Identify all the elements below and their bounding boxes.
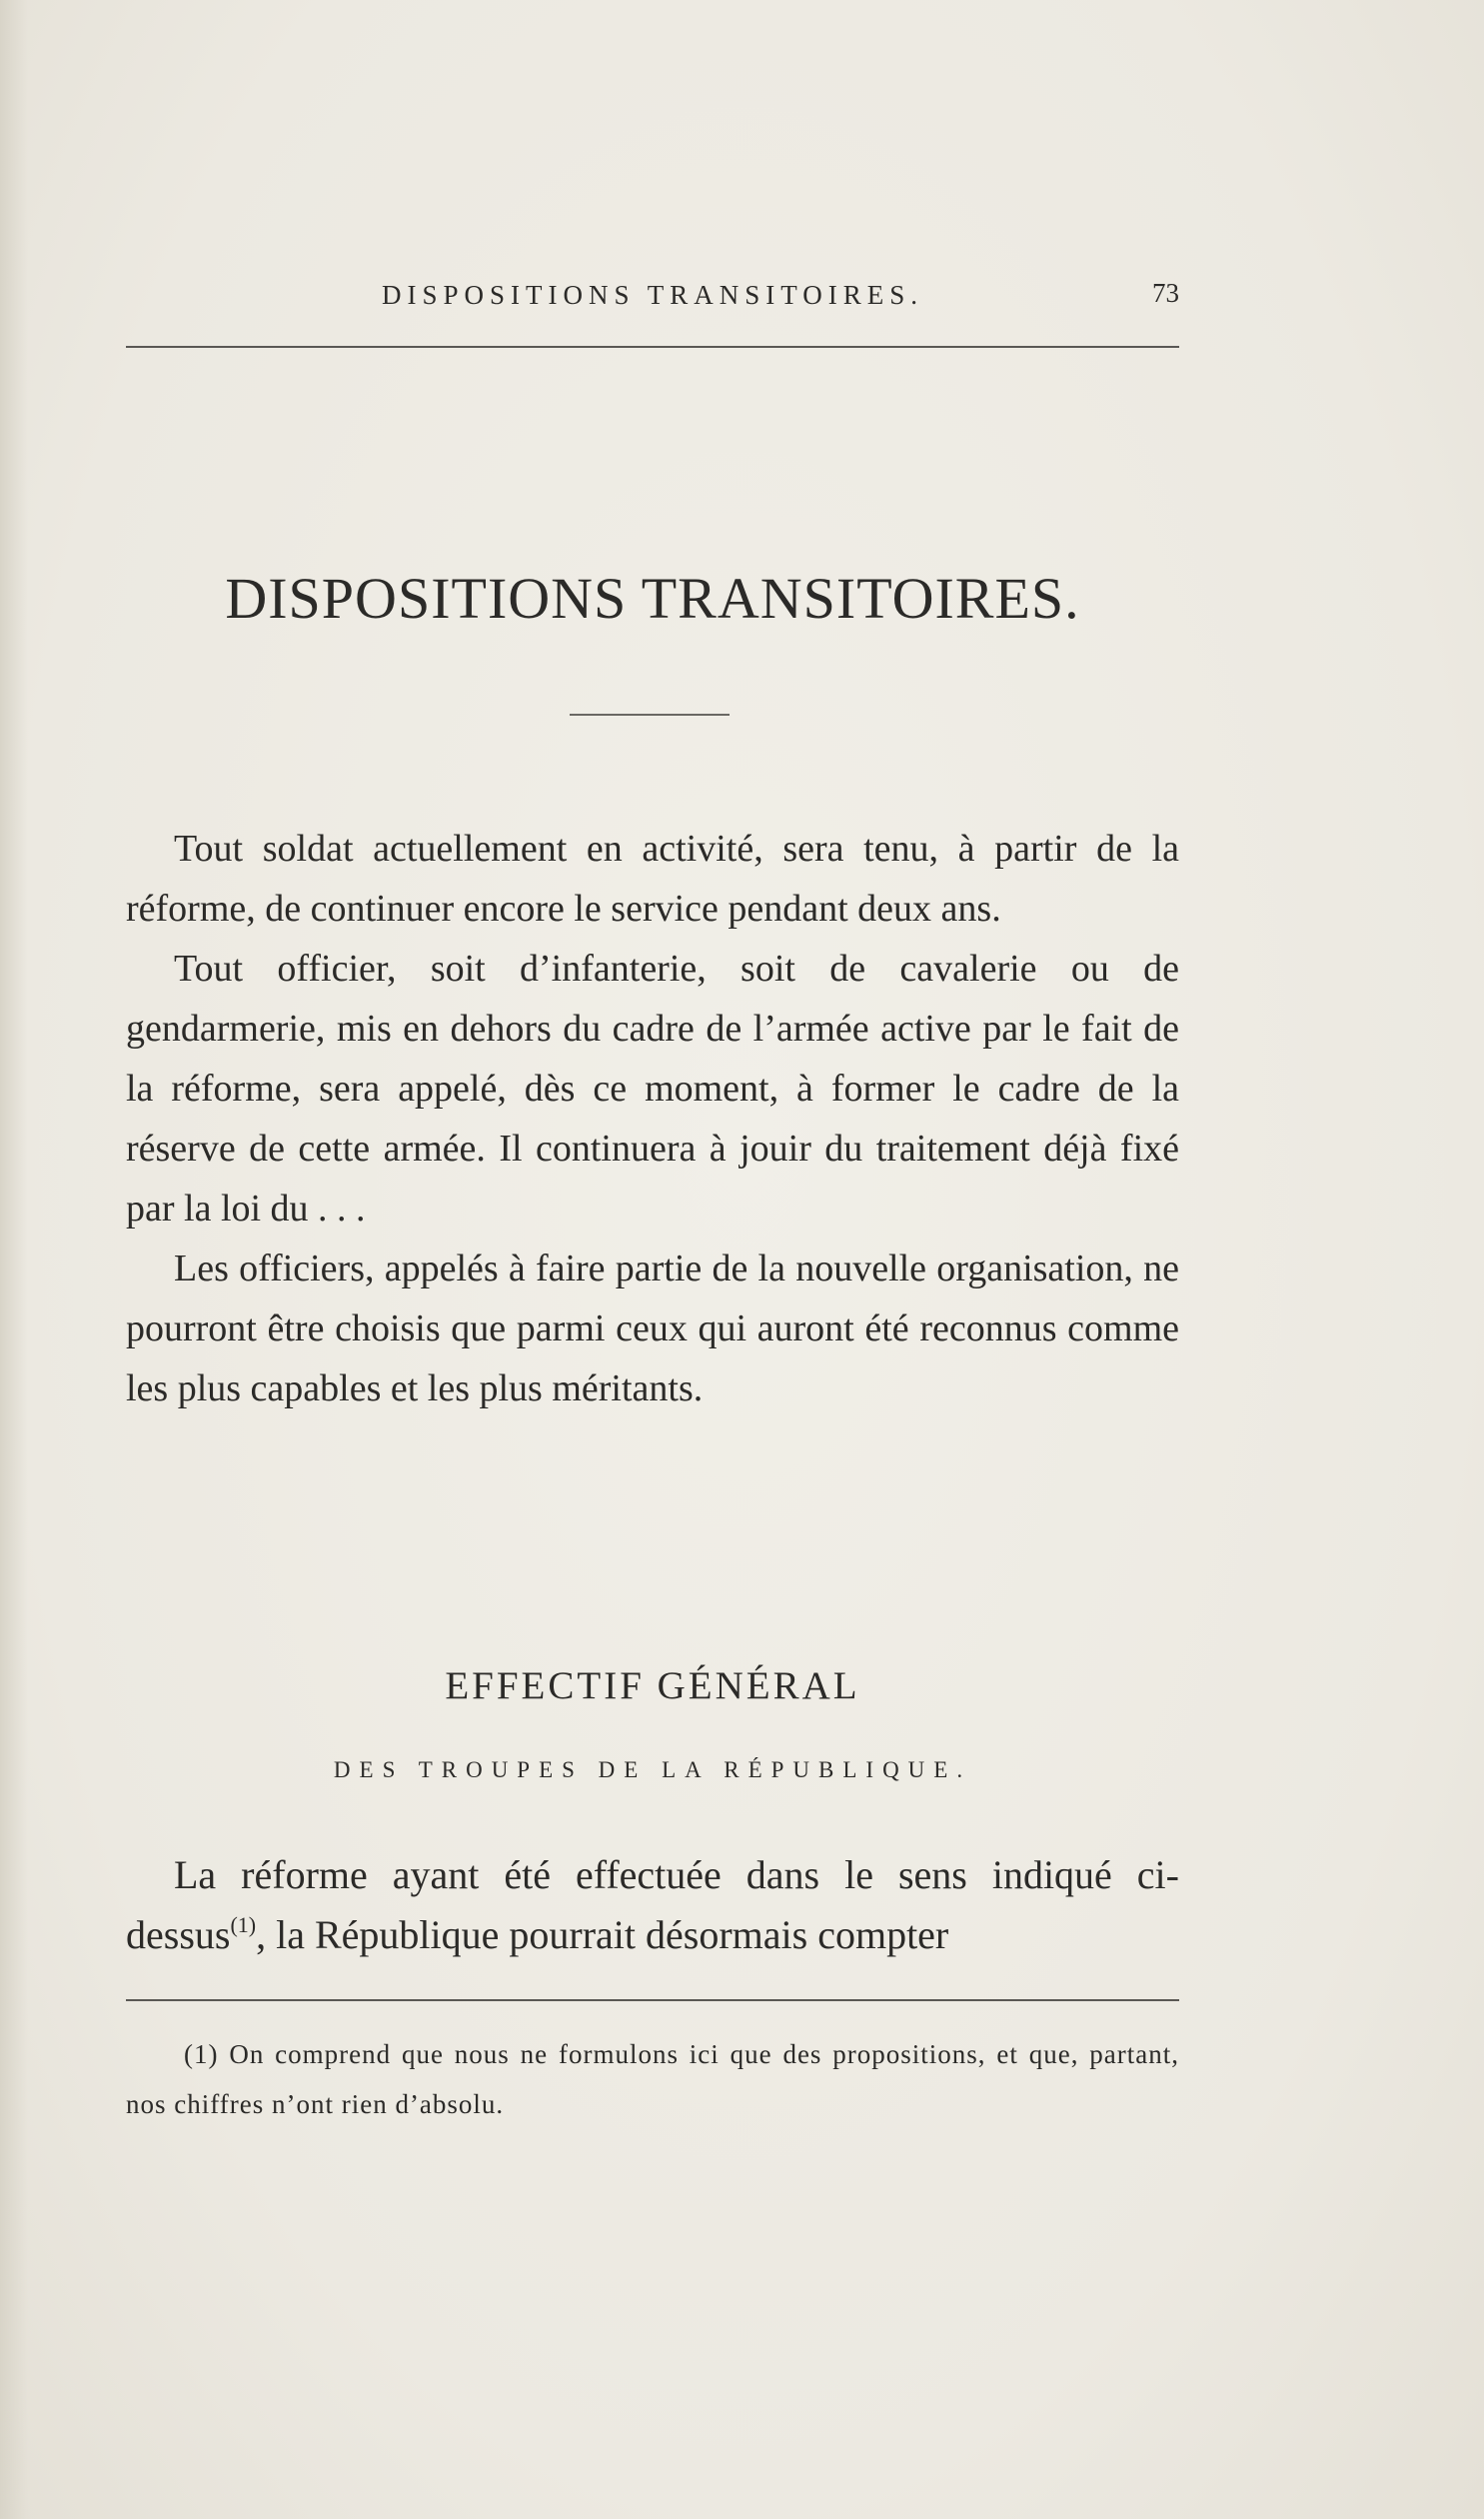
- page-gutter-shadow: [0, 0, 28, 2519]
- running-title: DISPOSITIONS TRANSITOIRES.: [381, 280, 924, 310]
- footnote-reference: (1): [230, 1912, 257, 1937]
- paragraph-text: La réforme ayant été effectuée dans le sens indiqué ci-dessus: [126, 1852, 1179, 1957]
- footnote: [126, 2029, 1179, 2129]
- footnote-rule: [126, 1999, 1179, 2001]
- paragraph: Tout officier, soit d’infanterie, soit de cavalerie ou de gendarmerie, mis en dehors du cadre de l’armée active par le fait de la réforme, sera appelé, dès ce moment, à former le cadre de la réserve de cette armée. Il continuera à jouir du traitement déjà fixé par la loi du . . .: [126, 948, 1179, 1230]
- page-number: 73: [1152, 278, 1179, 308]
- section-subtitle: DES TROUPES DE LA RÉPUBLIQUE.: [333, 1757, 972, 1782]
- title-divider: [570, 714, 730, 716]
- body-text: [126, 819, 1179, 1418]
- running-head: [126, 276, 1179, 316]
- section-title: EFFECTIF GÉNÉRAL: [445, 1664, 860, 1707]
- paragraph-text: , la République pourrait désormais compter: [256, 1912, 949, 1957]
- paragraph: [126, 1845, 1179, 1965]
- footnote-text: (1) On comprend que nous ne formulons ici que des propositions, et que, partant, nos chiffres n’ont rien d’absolu.: [126, 2039, 1179, 2119]
- paragraph: Tout soldat actuellement en activité, sera tenu, à partir de la réforme, de continuer encore le service pendant deux ans.: [126, 828, 1179, 930]
- chapter-title: DISPOSITIONS TRANSITOIRES.: [225, 566, 1080, 631]
- paragraph: Les officiers, appelés à faire partie de la nouvelle organisation, ne pourront être choisis que parmi ceux qui auront été reconnus comme les plus capables et les plus méritants.: [126, 1248, 1179, 1409]
- header-rule: [126, 346, 1179, 348]
- section-body: [126, 1845, 1179, 1965]
